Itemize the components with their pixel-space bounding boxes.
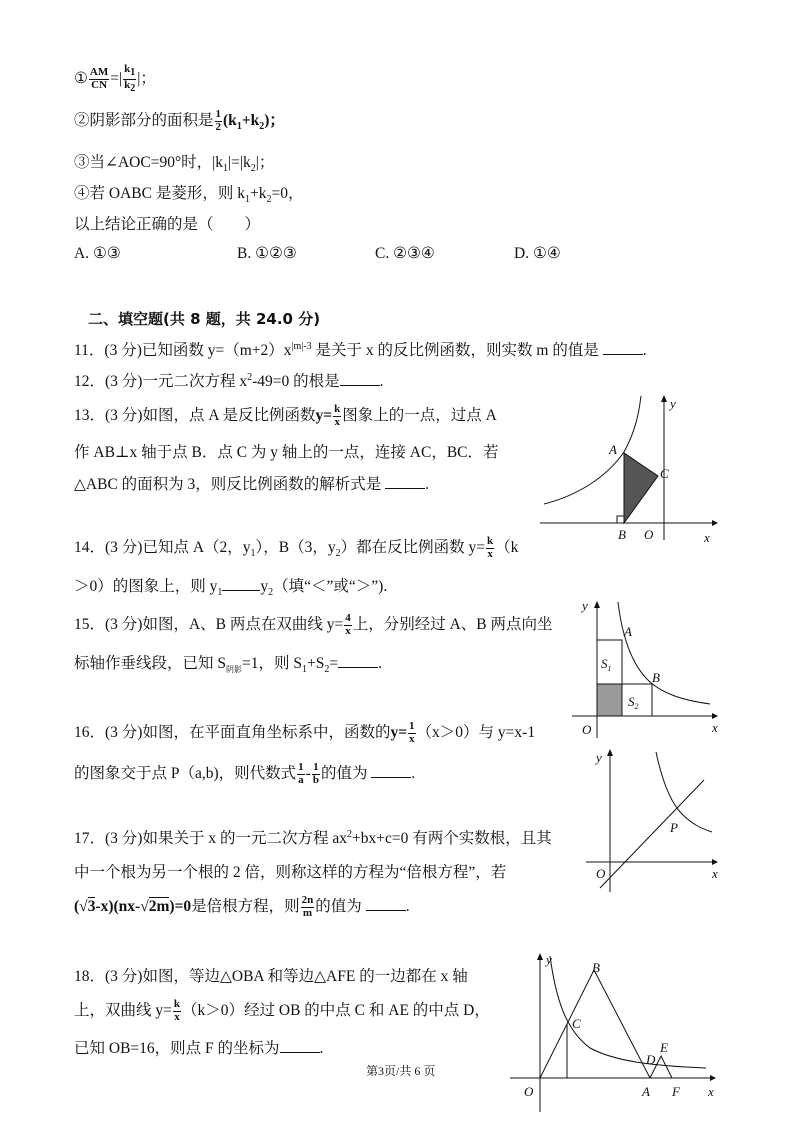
- label-f: F: [672, 1084, 680, 1099]
- linear-function-line: [600, 780, 704, 888]
- x-axis-arrow-icon: [710, 1075, 716, 1081]
- label-y: y: [670, 396, 676, 411]
- question-13-line1: 13．(3 分)如图，点 A 是反比例函数y= $\frac{k}{x}$ 图象上的一点，过点 A: [74, 403, 497, 428]
- conclusion-1: ① $\frac{AM}{CN}$ =| $\frac{k_1}{k_2}$ |；: [74, 63, 156, 94]
- answer-blank[interactable]: [222, 578, 260, 591]
- label-x: x: [708, 1084, 714, 1099]
- hyperbola-curve: [656, 752, 712, 832]
- fraction-k1-k2: $\frac{k_1}{k_2}$: [124, 63, 136, 94]
- question-17-line1: 17．(3 分)如果关于 x 的一元二次方程 $ax^2+bx+c=0$ 有两个实数根，且其: [74, 828, 552, 847]
- answer-blank[interactable]: [603, 342, 643, 355]
- label-y: y: [546, 952, 552, 967]
- question-14-line2: ＞0）的图象上，则 $y_1$ $y_2$（填“＜”或“＞”).: [74, 578, 388, 599]
- question-18-line2: 上，双曲线 y= $\frac{k}{x}$ （k＞0）经过 OB 的中点 C 和 AE 的中点 D，: [74, 998, 490, 1023]
- answer-blank[interactable]: [340, 373, 380, 386]
- label-o: O: [524, 1084, 534, 1099]
- y-axis-arrow-icon: [537, 953, 543, 960]
- y-axis-arrow-icon: [607, 749, 613, 756]
- question-13-line3: △ABC 的面积为 3，则反比例函数的解析式是 .: [74, 476, 430, 493]
- label-y: y: [582, 598, 588, 613]
- fraction-am-cn: $\frac{AM}{CN}$: [89, 66, 109, 91]
- label-p: P: [670, 820, 678, 835]
- answer-blank[interactable]: [371, 765, 411, 778]
- fraction-k-x: $\frac{k}{x}$: [487, 535, 494, 560]
- y-axis-arrow-icon: [661, 395, 667, 402]
- answer-blank[interactable]: [338, 655, 378, 668]
- question-14-line1: 14．(3 分)已知点 A（2，$y_1$），B（3，$y_2$）都在反比例函数 y= $\frac{k}{x}$ （k: [74, 535, 519, 560]
- fraction-1-b: $\frac{1}{b}$: [312, 761, 319, 786]
- label-y: y: [596, 750, 602, 765]
- conclusion-3: ③当∠AOC=90°时，$|k_1|=|k_2|$；: [74, 154, 275, 175]
- label-a: A: [642, 1084, 650, 1099]
- fraction-k-x: $\frac{k}{x}$: [334, 403, 341, 428]
- figure-q13: [536, 392, 726, 544]
- fraction-half: $\frac{1}{2}$: [215, 108, 222, 133]
- label-c: C: [572, 1016, 581, 1031]
- answer-blank[interactable]: [366, 898, 406, 911]
- option-a[interactable]: A. ①③: [74, 245, 121, 262]
- x-axis-arrow-icon: [712, 859, 718, 865]
- label-b: B: [652, 670, 660, 685]
- x-axis-arrow-icon: [712, 520, 718, 526]
- label-b: B: [592, 960, 600, 975]
- option-c[interactable]: C. ②③④: [375, 245, 435, 262]
- fraction-4-x: $\frac{4}{x}$: [345, 612, 351, 637]
- label-e: E: [660, 1040, 668, 1055]
- answer-blank[interactable]: [385, 476, 425, 489]
- label-b: B: [618, 527, 626, 542]
- label-d: D: [646, 1052, 656, 1067]
- fraction-1-x: $\frac{1}{x}$: [409, 720, 415, 745]
- fraction-2n-m: $\frac{2n}{m}$: [301, 894, 314, 919]
- answer-blank[interactable]: [280, 1040, 320, 1053]
- right-angle-mark: [617, 516, 624, 523]
- label-a: A: [624, 624, 632, 639]
- shaded-triangle: [624, 453, 658, 523]
- sqrt-3: √3: [79, 898, 96, 915]
- section-title: 二、填空题(共 8 题，共 24.0 分): [88, 310, 321, 328]
- label-s2: $S_2$: [628, 694, 639, 711]
- question-13-line2: 作 AB⊥x 轴于点 B．点 C 为 y 轴上的一点，连接 AC，BC．若: [74, 444, 499, 461]
- question-17-line3: (√3-x)(nx-√2m)=0是倍根方程，则 $\frac{2n}{m}$ 的值为 .: [74, 894, 410, 919]
- hyperbola-curve: [618, 602, 710, 704]
- label-x: x: [712, 720, 718, 735]
- question-16-line2: 的图象交于点 P（a,b)，则代数式 $\frac{1}{a}$ - $\frac{1}{b}$ 的值为 .: [74, 761, 416, 786]
- question-18-line3: 已知 OB=16，则点 F 的坐标为 .: [74, 1040, 324, 1057]
- question-18-line1: 18．(3 分)如图，等边△OBA 和等边△AFE 的一边都在 x 轴: [74, 968, 468, 985]
- question-12: 12．(3 分)一元二次方程 $x^2-49=0$ 的根是 .: [74, 371, 384, 390]
- label-a: A: [609, 442, 617, 457]
- label-o: O: [596, 866, 606, 881]
- conclusion-4: ④若 OABC 是菱形，则 $k_1+k_2=0$，: [74, 185, 304, 206]
- fraction-k-x: $\frac{k}{x}$: [173, 998, 180, 1023]
- option-b[interactable]: B. ①②③: [237, 245, 297, 262]
- sqrt-2m: √2m: [140, 898, 170, 915]
- circled-number: ①: [74, 69, 88, 87]
- question-11: 11．(3 分)已知函数 $y=(m+2)x^{|m|-3}$ 是关于 x 的反比例函数，则实数 m 的值是 .: [74, 340, 647, 359]
- label-x: x: [712, 866, 718, 881]
- label-x: x: [704, 530, 710, 544]
- option-d[interactable]: D. ①④: [514, 245, 561, 262]
- question-16-line1: 16．(3 分)如图，在平面直角坐标系中，函数的y= $\frac{1}{x}$ （x＞0）与 y=x-1: [74, 720, 536, 745]
- figure-q18: [506, 950, 722, 1116]
- label-o: O: [644, 527, 654, 542]
- figure-q15: [566, 596, 726, 742]
- question-15-line1: 15．(3 分)如图，A、B 两点在双曲线 y= $\frac{4}{x}$ 上，分别经过 A、B 两点向坐: [74, 612, 553, 637]
- question-17-line2: 中一个根为另一个根的 2 倍，则称这样的方程为“倍根方程”，若: [74, 864, 507, 881]
- question-15-line2: 标轴作垂线段，已知 $S_{阴影}=1$，则 $S_1+S_2=$ .: [74, 655, 382, 676]
- conclusion-2: ②阴影部分的面积是 $\frac{1}{2}$ $(k_1+k_2)$；: [74, 108, 285, 133]
- y-axis-arrow-icon: [594, 601, 600, 608]
- label-o: O: [582, 722, 592, 737]
- shaded-rect: [597, 684, 622, 716]
- question-prompt: 以上结论正确的是（ ）: [74, 216, 261, 233]
- fraction-1-a: $\frac{1}{a}$: [298, 761, 304, 786]
- x-axis-arrow-icon: [712, 713, 718, 719]
- label-c: C: [660, 466, 669, 481]
- page-footer: 第3页/共 6 页: [366, 1064, 436, 1078]
- label-s1: $S_1$: [601, 656, 612, 673]
- figure-q16: [584, 746, 726, 896]
